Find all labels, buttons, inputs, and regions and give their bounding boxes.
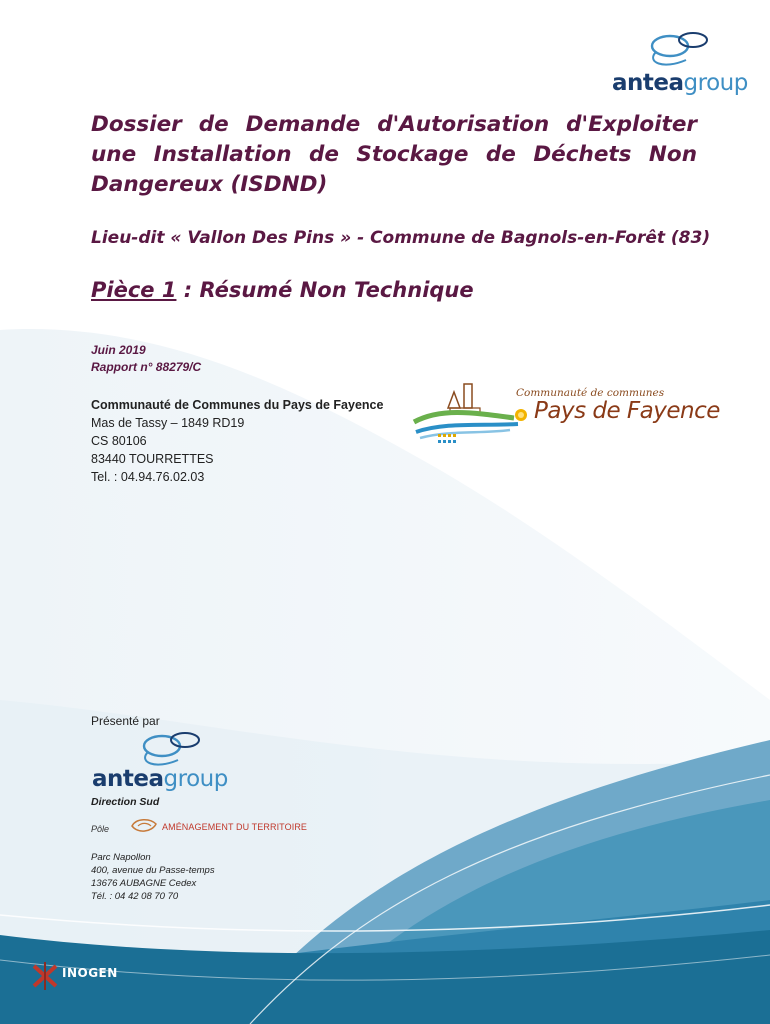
antea-logo-bottom bbox=[92, 728, 228, 798]
antea-logo-top bbox=[608, 30, 748, 100]
client-block bbox=[91, 396, 383, 486]
antea-wordmark-bottom: anteagroup bbox=[92, 766, 228, 792]
presenter-phone: Tél. : 04 42 08 70 70 bbox=[91, 891, 179, 902]
document-subtitle: Lieu-dit « Vallon Des Pins » - Commune de Bagnols-en-Forêt (83) bbox=[91, 228, 711, 248]
report-meta bbox=[91, 342, 201, 376]
presenter-address bbox=[91, 851, 215, 903]
territory-icon bbox=[130, 816, 158, 836]
client-name: Communauté de Communes du Pays de Fayence bbox=[91, 398, 384, 412]
pays-logo-line1: Communauté de communes bbox=[516, 387, 665, 399]
antea-wordmark: anteagroup bbox=[612, 70, 748, 96]
inogen-wordmark: INOGEN bbox=[62, 966, 118, 980]
client-phone: Tel. : 04.94.76.02.03 bbox=[91, 470, 205, 484]
presented-by-label: Présenté par bbox=[91, 714, 160, 728]
document-title: Dossier de Demande d'Autorisation d'Exploiter une Installation de Stockage de Déchets Non Dangereux (ISDND) bbox=[91, 112, 697, 197]
presenter-address-1: Parc Napollon bbox=[91, 852, 151, 863]
direction-label: Direction Sud bbox=[91, 796, 160, 808]
client-address-2: CS 80106 bbox=[91, 434, 147, 448]
client-address-1: Mas de Tassy – 1849 RD19 bbox=[91, 416, 245, 430]
report-date: Juin 2019 bbox=[91, 343, 146, 357]
piece-name: : Résumé Non Technique bbox=[176, 278, 474, 302]
piece-number: Pièce 1 bbox=[91, 278, 177, 302]
client-address-3: 83440 TOURRETTES bbox=[91, 452, 214, 466]
presenter-address-3: 13676 AUBAGNE Cedex bbox=[91, 878, 197, 889]
pole-name: AMÉNAGEMENT DU TERRITOIRE bbox=[162, 822, 308, 832]
pays-logo-line2: Pays de Fayence bbox=[534, 398, 720, 424]
village-landscape-icon bbox=[410, 378, 520, 448]
pole-label: Pôle bbox=[91, 824, 110, 834]
report-number: Rapport n° 88279/C bbox=[91, 360, 202, 374]
piece-heading bbox=[91, 278, 474, 302]
sun-icon bbox=[512, 406, 530, 424]
presenter-address-2: 400, avenue du Passe-temps bbox=[91, 865, 215, 876]
antea-swirl-icon bbox=[608, 30, 738, 75]
pays-de-fayence-logo bbox=[410, 378, 720, 448]
